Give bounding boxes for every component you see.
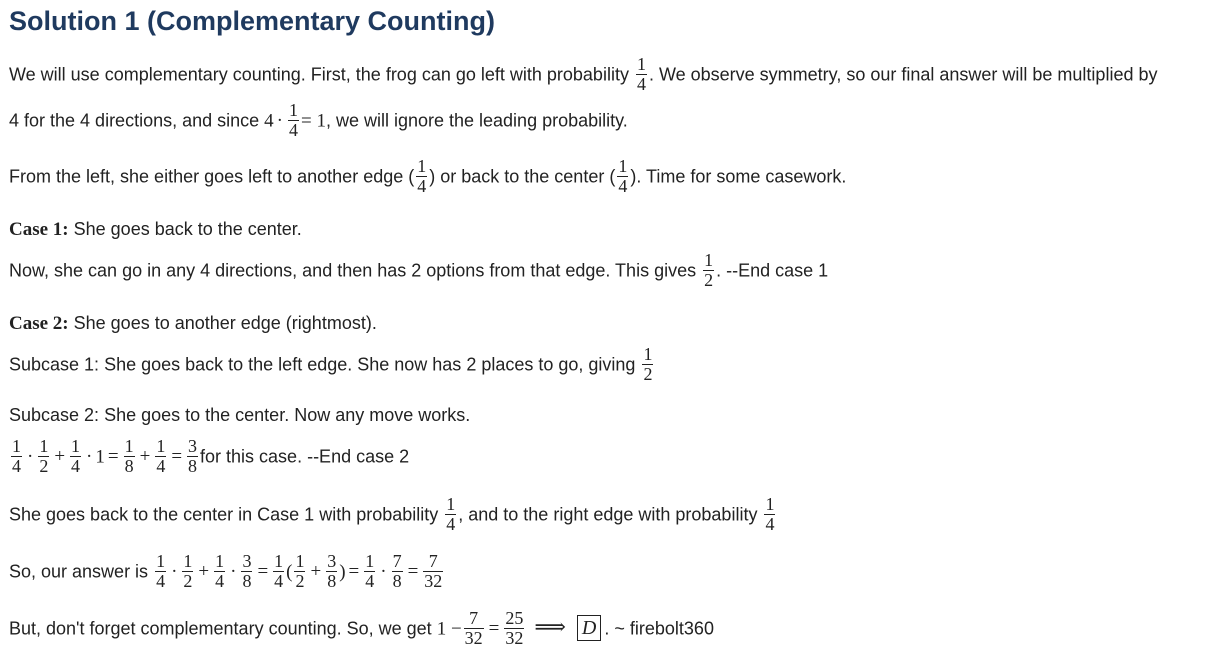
text: Subcase 1: She goes back to the left edge. She now has 2 places to go, giving [9, 354, 641, 375]
math-operator: = [488, 618, 500, 640]
paragraph-subcase-2: Subcase 2: She goes to the center. Now any move works. [9, 405, 471, 425]
math-operator: + [54, 446, 66, 468]
fraction: $\frac{1}{4}$ [417, 156, 427, 196]
math-operator: = [171, 446, 183, 468]
text: for this case. --End case 2 [200, 446, 410, 467]
math-operator: · [171, 561, 178, 583]
math-operator: · [276, 110, 283, 132]
implies-arrow: ⟹ [534, 614, 566, 640]
fraction: $\frac{1}{4}$ [156, 436, 166, 476]
fraction: $\frac{1}{4}$ [446, 494, 456, 534]
fraction: $\frac{3}{8}$ [188, 436, 198, 476]
math-operator: · [27, 446, 34, 468]
fraction: $\frac{1}{4}$ [274, 551, 284, 591]
math-operator: · [230, 561, 237, 583]
fraction: $\frac{7}{32}$ [464, 608, 483, 648]
equation-case-2 [9, 438, 409, 477]
paragraph-subcase-1 [9, 346, 655, 385]
paragraph-casework-intro [9, 158, 846, 197]
fraction: $\frac{1}{8}$ [124, 436, 134, 476]
fraction: $\frac{1}{4}$ [765, 494, 775, 534]
fraction: $\frac{25}{32}$ [505, 608, 524, 648]
fraction: $\frac{1}{4}$ [636, 54, 646, 94]
math-operator: = [257, 561, 269, 583]
paragraph-final [9, 610, 714, 649]
case-2-heading [9, 312, 377, 335]
math-equals: = 1 [300, 110, 326, 132]
fraction: $\frac{1}{4}$ [288, 100, 298, 140]
math-paren: ( [286, 561, 293, 583]
math-operator: · [380, 561, 387, 583]
fraction: $\frac{3}{8}$ [327, 551, 337, 591]
fraction: $\frac{7}{32}$ [424, 551, 443, 591]
answer-box: D [577, 615, 601, 641]
fraction: $\frac{1}{4}$ [365, 551, 375, 591]
math-operator: · [86, 446, 93, 468]
text: But, don't forget complementary counting. So, we get [9, 618, 437, 639]
paragraph-probabilities [9, 496, 777, 535]
text: From the left, she either goes left to another edge ( [9, 166, 415, 187]
fraction: $\frac{1}{4}$ [618, 156, 628, 196]
fraction: $\frac{1}{4}$ [156, 551, 166, 591]
text: She goes back to the center. [68, 219, 302, 239]
fraction: $\frac{1}{2}$ [643, 344, 653, 384]
text: , we will ignore the leading probability. [325, 110, 628, 131]
paragraph-answer [9, 553, 445, 592]
page-title: Solution 1 (Complementary Counting) [9, 6, 495, 36]
text: We will use complementary counting. First, the frog can go left with probability [9, 64, 634, 85]
math-operator: = [407, 561, 419, 583]
text: . --End case 1 [716, 260, 829, 281]
math-operator: = [107, 446, 119, 468]
fraction: $\frac{1}{2}$ [183, 551, 193, 591]
math-expression: 1 − [436, 618, 462, 640]
text: So, our answer is [9, 561, 154, 582]
text: , and to the right edge with probability [458, 504, 763, 525]
fraction: $\frac{1}{2}$ [295, 551, 305, 591]
text: ). Time for some casework. [630, 166, 847, 187]
math-operator: + [198, 561, 210, 583]
math-operator: = [348, 561, 360, 583]
fraction: $\frac{7}{8}$ [392, 551, 402, 591]
text: ) or back to the center ( [429, 166, 616, 187]
math-number: 4 [264, 110, 274, 132]
text: She goes to another edge (rightmost). [68, 313, 377, 333]
math-operator: + [139, 446, 151, 468]
case-label: Case 1: [9, 219, 69, 240]
paragraph-intro [9, 56, 1157, 95]
fraction: $\frac{1}{4}$ [71, 436, 81, 476]
text: She goes back to the center in Case 1 with probability [9, 504, 444, 525]
fraction: $\frac{1}{4}$ [12, 436, 21, 476]
fraction: $\frac{1}{2}$ [39, 436, 49, 476]
text: 4 for the 4 directions, and since [9, 110, 265, 131]
text: . We observe symmetry, so our final answer will be multiplied by [648, 64, 1158, 85]
fraction: $\frac{3}{8}$ [242, 551, 252, 591]
paragraph-symmetry [9, 102, 628, 141]
math-paren: ) [339, 561, 346, 583]
text: Now, she can go in any 4 directions, and then has 2 options from that edge. This gives [9, 260, 702, 281]
math-number: 1 [95, 446, 105, 468]
fraction: $\frac{1}{4}$ [215, 551, 225, 591]
paragraph-case-1 [9, 252, 828, 291]
fraction: $\frac{1}{2}$ [704, 250, 714, 290]
math-operator: + [310, 561, 322, 583]
case-label: Case 2: [9, 313, 69, 334]
case-1-heading [9, 218, 302, 241]
text: . ~ firebolt360 [604, 618, 714, 639]
